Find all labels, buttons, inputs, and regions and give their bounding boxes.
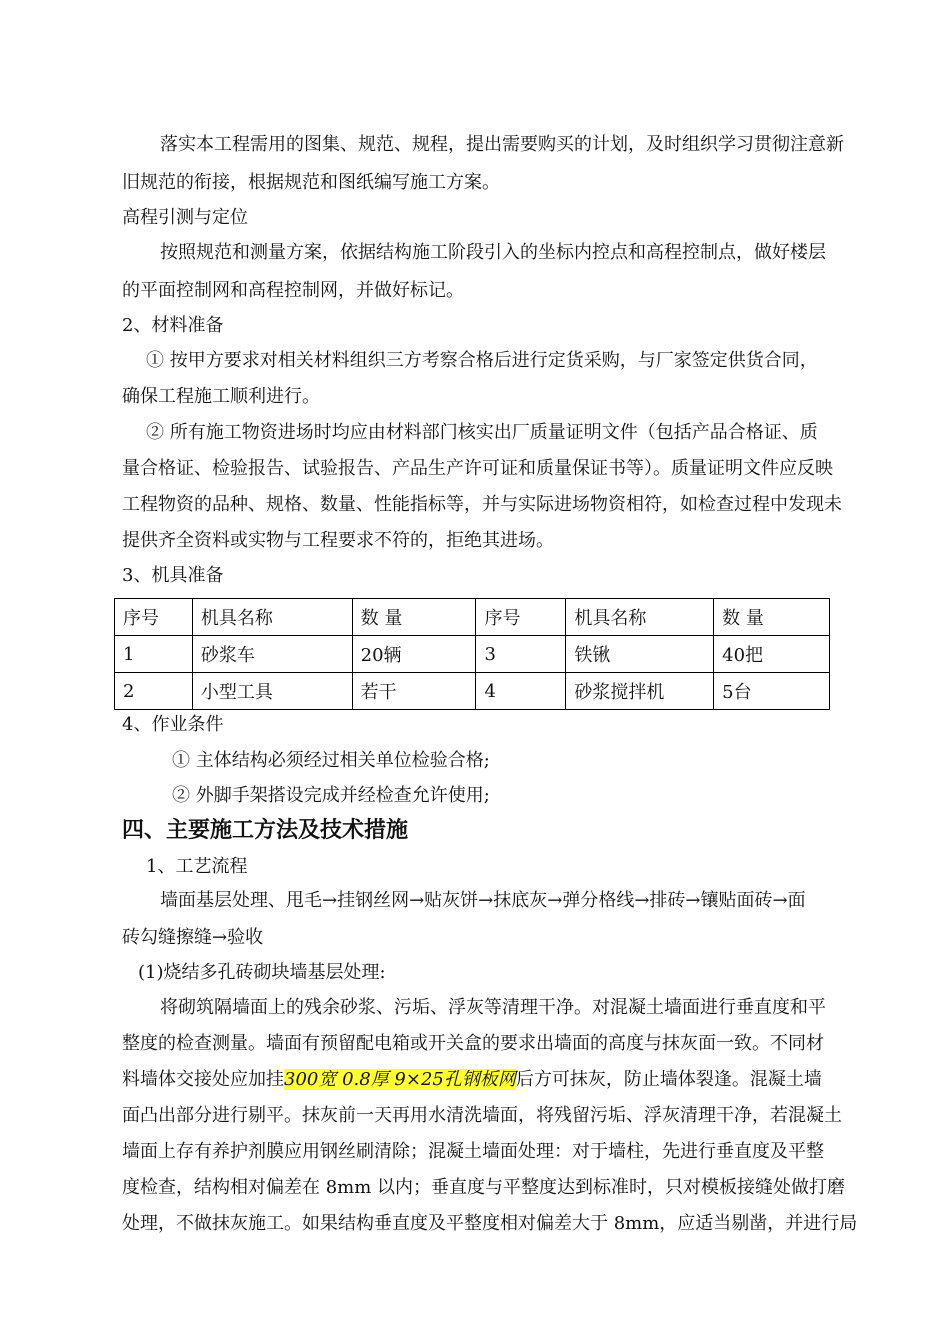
table-cell: 小型工具 [192,673,352,710]
tools-table [114,598,830,710]
p5-line6: 度检查，结构相对偏差在 8mm 以内；垂直度与平整度达到标准时，只对模板接缝处做打磨 [122,1177,846,1198]
p3-line1: ① 按甲方要求对相关材料组织三方考察合格后进行定货采购，与厂家签定供货合同， [146,350,818,371]
p5-line4: 面凸出部分进行剔平。抹灰前一天再用水清洗墙面，将残留污垢、浮灰清理干净，若混凝土 [122,1105,842,1126]
table-cell: 铁锹 [566,636,714,673]
p4-line3: 工程物资的品种、规格、数量、性能指标等，并与实际进场物资相符，如检查过程中发现未 [122,494,842,515]
p3-line2: 确保工程施工顺利进行。 [122,386,320,407]
table-cell: 4 [476,673,566,710]
p5-line2: 整度的检查测量。墙面有预留配电箱或开关盒的要求出墙面的高度与抹灰面一致。不同材 [122,1033,824,1054]
p5-line7: 处理，不做抹灰施工。如果结构垂直度及平整度相对偏差大于 8mm，应适当剔凿，并进行局 [122,1213,858,1234]
p1-line2: 旧规范的衔接，根据规范和图纸编写施工方案。 [122,172,500,193]
p5-line3-start: 料墙体交接处应加挂 [122,1069,284,1090]
p1-line1: 落实本工程需用的图集、规范、规程，提出需要购买的计划，及时组织学习贯彻注意新 [160,134,844,155]
table-cell: 40把 [714,636,830,673]
table-cell: 3 [476,636,566,673]
table-cell: 1 [115,636,193,673]
header-cell: 序号 [476,599,566,636]
table-cell: 砂浆车 [192,636,352,673]
highlighted-spec: 300宽 0.8厚 9×25孔钢板网 [284,1069,516,1090]
table-cell: 5台 [714,673,830,710]
condition-item-1: ① 主体结构必须经过相关单位检验合格; [172,750,490,771]
table-cell: 砂浆搅拌机 [566,673,714,710]
header-cell: 数 量 [352,599,476,636]
p5-line3-end: 后方可抹灰，防止墙体裂逢。混凝土墙 [515,1069,822,1090]
table-cell: 若干 [352,673,476,710]
p5-line3 [122,1069,822,1091]
subheading-process: 1、工艺流程 [146,856,248,877]
subheading-elevation: 高程引测与定位 [122,207,248,228]
table-cell: 2 [115,673,193,710]
p2-line1: 按照规范和测量方案，依据结构施工阶段引入的坐标内控点和高程控制点，做好楼层 [160,242,826,263]
p2-line2: 的平面控制网和高程控制网，并做好标记。 [122,280,464,301]
header-cell: 机具名称 [192,599,352,636]
p4-line2: 量合格证、检验报告、试验报告、产品生产许可证和质量保证书等）。质量证明文件应反映 [122,458,833,479]
p5-line1: 将砌筑隔墙面上的残余砂浆、污垢、浮灰等清理干净。对混凝土墙面进行垂直度和平 [160,997,826,1018]
p4-line4: 提供齐全资料或实物与工程要求不符的，拒绝其进场。 [122,530,554,551]
table-row [115,673,830,710]
condition-item-2: ② 外脚手架搭设完成并经检查允许使用; [172,785,490,806]
header-cell: 序号 [115,599,193,636]
p4-line1: ② 所有施工物资进场时均应由材料部门核实出厂质量证明文件（包括产品合格证、质 [146,422,818,443]
header-cell: 数 量 [714,599,830,636]
table-cell: 20辆 [352,636,476,673]
process-line2: 砖勾缝擦缝→验收 [122,927,264,948]
subheading-material: 2、材料准备 [122,315,224,336]
p5-line5: 墙面上存有养护剂膜应用钢丝刷清除；混凝土墙面处理：对于墙柱，先进行垂直度及平整 [122,1141,824,1162]
section-title: 四、主要施工方法及技术措施 [122,818,409,843]
table-row [115,636,830,673]
header-cell: 机具名称 [566,599,714,636]
subheading-base-treatment: (1)烧结多孔砖砌块墙基层处理: [138,962,386,983]
subheading-conditions: 4、作业条件 [122,714,224,735]
subheading-tools: 3、机具准备 [122,565,224,586]
table-header-row [115,599,830,636]
process-line1: 墙面基层处理、甩毛→挂钢丝网→贴灰饼→抹底灰→弹分格线→排砖→镶贴面砖→面 [160,890,806,911]
